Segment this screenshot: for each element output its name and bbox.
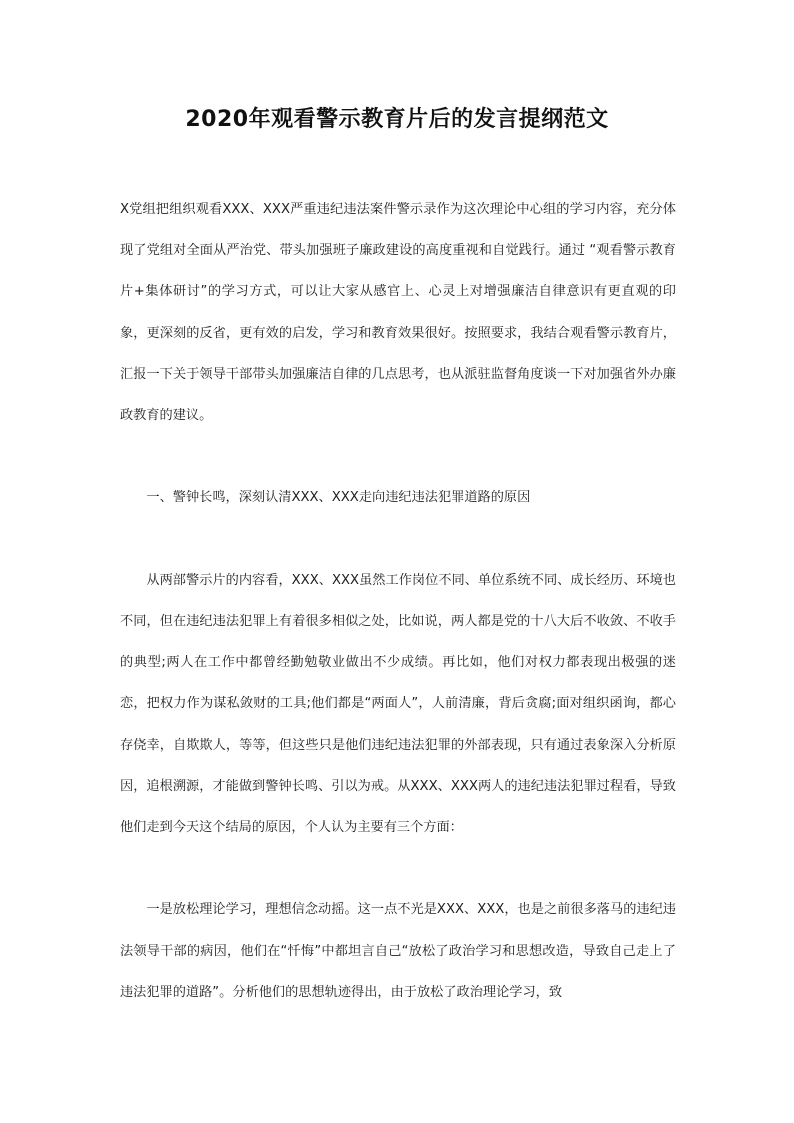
document-title: 2020年观看警示教育片后的发言提纲范文	[185, 107, 609, 132]
paragraph-analysis: 从两部警示片的内容看，XXX、XXX虽然工作岗位不同、单位系统不同、成长经历、环境也不同，但在违纪违法犯罪上有着很多相似之处，比如说，两人都是党的十八大后不收敛、不收手的典型;两人在工作中都曾经勤勉敬业做出不少成绩。再比如，他们对权力都表现出极强的迷恋，把权力作为谋私敛财的工具;他们都是“两面人”，人前清廉，背后贪腐;面对组织函询，都心存侥幸，自欺欺人，等等，但这些只是他们违纪违法犯罪的外部表现，只有通过表象深入分析原因，追根溯源，才能做到警钟长鸣、引以为戒。从XXX、XXX两人的违纪违法犯罪过程看，导致他们走到今天这个结局的原因，个人认为主要有三个方面：	[120, 572, 676, 836]
section-heading-1: 一、警钟长鸣，深刻认清XXX、XXX走向违纪违法犯罪道路的原因	[146, 490, 531, 506]
paragraph-intro: X党组把组织观看XXX、XXX严重违纪违法案件警示录作为这次理论中心组的学习内容，充分体现了党组对全面从严治党、带头加强班子廉政建设的高度重视和自觉践行。通过 “观看警示教育片+集体研讨”的学习方式，可以让大家从感官上、心灵上对增强廉洁自律意识有更直观的印象，更深刻的反省，更有效的启发，学习和教育效果很好。按照要求，我结合观看警示教育片，汇报一下关于领导干部带头加强廉洁自律的几点思考，也从派驻监督角度谈一下对加强省外办廉政教育的建议。	[120, 202, 676, 424]
paragraph-point-1: 一是放松理论学习，理想信念动摇。这一点不光是XXX、XXX，也是之前很多落马的违纪违法领导干部的病因，他们在“忏悔”中都坦言自己“放松了政治学习和思想改造，导致自己走上了违法犯罪的道路”。分析他们的思想轨迹得出，由于放松了政治理论学习，致	[120, 902, 676, 1000]
document-body	[120, 189, 676, 1013]
